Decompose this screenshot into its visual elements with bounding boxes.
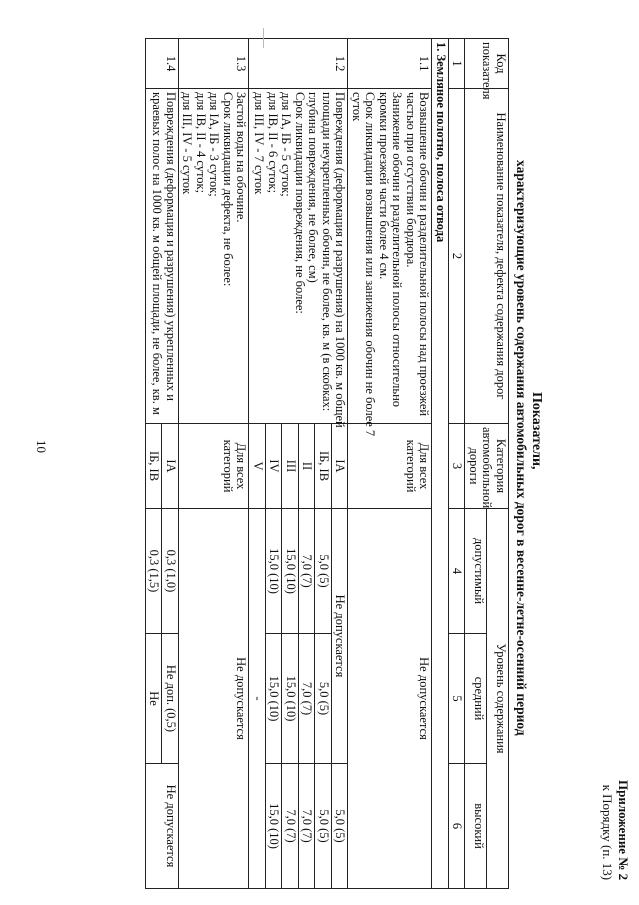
row-code: 1.1	[348, 39, 432, 89]
document-subtitle: характеризующие уровень содержания автомобильных дорог в весенне-летне-осенний период	[514, 160, 529, 736]
row-code: 1.3	[179, 39, 250, 89]
row-medium: Не	[146, 634, 163, 764]
row-medium: 5,0 (5)	[315, 634, 332, 764]
row-description	[179, 89, 250, 424]
text-line: суток	[350, 92, 364, 122]
text-line: Повреждения (деформация и разрушения) на 1000 кв. м общей	[333, 92, 348, 428]
section-row	[432, 39, 449, 889]
appendix-line1: Приложение № 2	[616, 780, 631, 881]
table-row	[332, 39, 349, 889]
row-code: 1.2	[249, 39, 348, 89]
text-line: частью при отсутствии бордюра.	[404, 92, 418, 268]
row-description	[348, 89, 432, 437]
row-medium: Не доп. (0,5)	[162, 634, 179, 764]
row-allowed: 7,0 (7)	[299, 509, 316, 634]
text-line: для IВ, II - 4 суток;	[194, 92, 208, 194]
row-medium: 15,0 (10)	[282, 634, 299, 764]
text-line: для III, IV - 5 суток	[180, 92, 195, 195]
row-category: IБ, IВ	[146, 424, 163, 509]
row-description	[146, 89, 179, 424]
row-category: Для всех категорий	[179, 424, 250, 509]
row-allowed: 15,0 (10)	[282, 509, 299, 634]
row-category: IА	[332, 424, 349, 509]
appendix-header	[599, 780, 631, 880]
header-row	[487, 39, 509, 889]
row-high: 7,0 (7)	[282, 764, 299, 889]
text-line: для IА, IБ - 3 суток;	[207, 92, 222, 197]
text-line: Возвышение обочин и разделительной полосы над проезжей	[417, 92, 432, 417]
row-category: III	[282, 424, 299, 509]
row-level: Не допускается	[348, 509, 432, 889]
header-high: высокий	[465, 764, 487, 889]
header-name: Наименование показателя, дефекта содержания дорог	[465, 89, 509, 424]
header-level: Уровень содержания	[487, 509, 509, 889]
column-numbers-row	[449, 39, 466, 889]
header-code: Код показателя	[465, 39, 509, 89]
text-line: для III, IV - 7 суток	[252, 92, 267, 195]
row-description	[249, 89, 348, 428]
page-number: 10	[34, 440, 49, 453]
row-medium: 15,0 (10)	[266, 634, 283, 764]
col-num: 1	[449, 39, 466, 89]
table-row	[348, 39, 432, 889]
text-line: Срок ликвидации дефекта, не более:	[221, 92, 235, 287]
row-high: 7,0 (7)	[299, 764, 316, 889]
text-line: Повреждения (деформация и разрушения) укрепленных и	[164, 92, 178, 401]
text-line: краевых полос на 1000 кв. м общей площади, не более, кв. м	[150, 92, 165, 415]
row-high: 5,0 (5)	[315, 764, 332, 889]
header-medium: средний	[465, 634, 487, 764]
appendix-line2: к Порядку (п. 13)	[600, 784, 615, 881]
row-allowed: 0,3 (1,0)	[162, 509, 179, 634]
col-num: 2	[449, 89, 466, 424]
col-num: 4	[449, 509, 466, 634]
row-allowed: Не допускается	[332, 509, 349, 764]
header-category: Категория автомобильной дороги	[465, 424, 509, 509]
row-code: 1.4	[146, 39, 179, 89]
document-title: Показатели,	[529, 392, 544, 470]
col-num: 3	[449, 424, 466, 509]
row-category: Для всех категорий	[348, 424, 432, 509]
row-high: Не допускается	[146, 764, 179, 889]
text-line: для IВ, II - 6 суток;	[266, 92, 280, 194]
text-line: Срок ликвидации возвышения или занижения обочин не более 7	[363, 92, 378, 437]
text-line: площади неукрепленных обочин, не более, кв. м (в скобках:	[320, 92, 334, 412]
row-medium: -	[249, 509, 266, 889]
text-line: для IА, IБ - 5 суток;	[279, 92, 294, 197]
indicators-table	[145, 38, 509, 889]
text-line: Срок ликвидации повреждения, не более:	[293, 92, 307, 314]
row-allowed: 5,0 (5)	[315, 509, 332, 634]
text-line: кромки проезжей части более 4 см.	[377, 92, 391, 280]
row-category: II	[299, 424, 316, 509]
section-title: 1. Земляное полотно, полоса отвода	[432, 39, 449, 889]
row-allowed: 0,3 (1,5)	[146, 509, 163, 634]
row-category: IБ, IВ	[315, 424, 332, 509]
col-num: 5	[449, 634, 466, 764]
row-medium: 7,0 (7)	[299, 634, 316, 764]
text-line: глубина повреждения, не более, см)	[306, 92, 321, 283]
text-line: Занижение обочин и разделительной полосы относительно	[390, 92, 405, 408]
table-row	[179, 39, 250, 889]
row-level: Не допускается	[179, 509, 250, 889]
row-high: 5,0 (5)	[332, 764, 349, 889]
row-category: IА	[162, 424, 179, 509]
row-category: IV	[266, 424, 283, 509]
text-line: Застой воды на обочине.	[234, 92, 249, 223]
table-row	[162, 39, 179, 889]
col-num: 6	[449, 764, 466, 889]
header-allowed: допустимый	[465, 509, 487, 634]
row-allowed: 15,0 (10)	[266, 509, 283, 634]
row-category: V	[249, 424, 266, 509]
row-high: 15,0 (10)	[266, 764, 283, 889]
scan-mark	[263, 28, 264, 48]
